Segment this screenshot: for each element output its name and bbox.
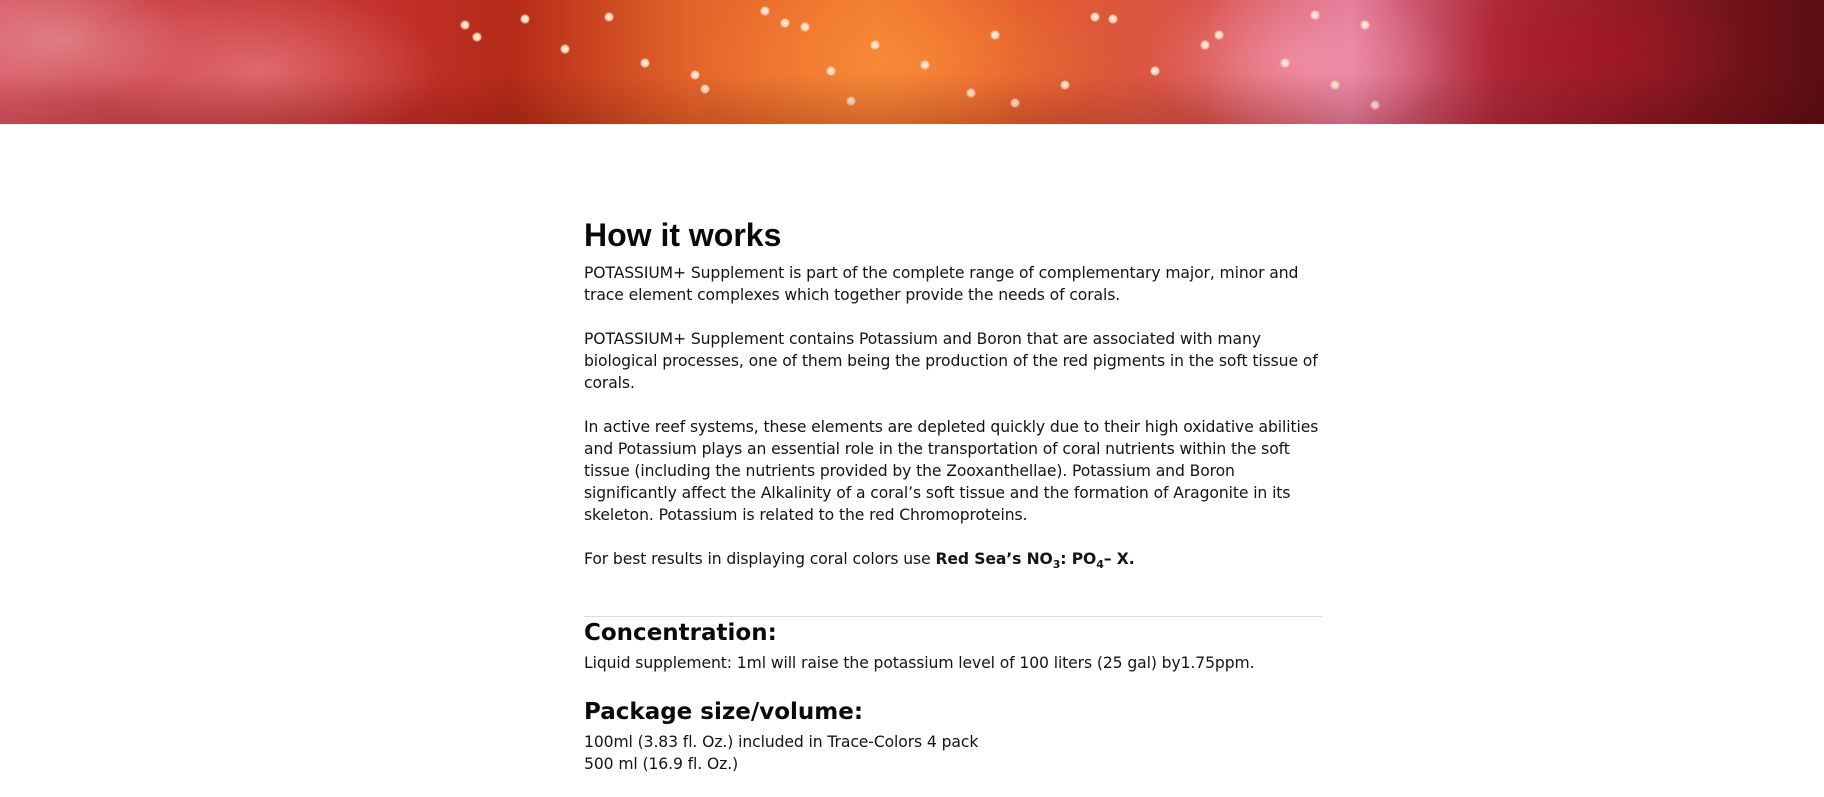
hero-banner: [0, 0, 1824, 124]
recommendation-text: For best results in displaying coral colors use: [584, 550, 936, 568]
package-line-2: 500 ml (16.9 fl. Oz.): [584, 755, 739, 773]
product-name-sub2: 4: [1096, 558, 1104, 571]
how-it-works-section: [584, 216, 1322, 592]
product-name-part2: : PO: [1060, 550, 1097, 568]
product-name-part1: Red Sea’s NO: [935, 550, 1053, 568]
section-title: How it works: [584, 217, 782, 253]
package-line-1: 100ml (3.83 fl. Oz.) included in Trace-Colors 4 pack: [584, 733, 979, 751]
composition-paragraph: POTASSIUM+ Supplement contains Potassium and Boron that are associated with many biological processes, one of them being the production of the red pigments in the soft tissue of corals.: [584, 330, 1318, 392]
concentration-block: [584, 617, 1322, 674]
intro-paragraph: POTASSIUM+ Supplement is part of the complete range of complementary major, minor and trace element complexes which together provide the needs of corals.: [584, 264, 1299, 304]
product-name-part3: – X.: [1103, 550, 1135, 568]
package-heading: Package size/volume:: [584, 699, 864, 725]
concentration-text: Liquid supplement: 1ml will raise the potassium level of 100 liters (25 gal) by1.75ppm.: [584, 654, 1255, 672]
product-name-sub1: 3: [1052, 558, 1061, 571]
concentration-heading: Concentration:: [584, 620, 777, 646]
recommendation-paragraph: [584, 548, 1322, 570]
hero-shade: [0, 0, 1824, 124]
package-block: [584, 696, 1322, 775]
function-paragraph: In active reef systems, these elements are depleted quickly due to their high oxidative abilities and Potassium plays an essential role in the transportation of coral nutrients within the soft tissue (including the nutrients provided by the Zooxanthellae). Potassium and Boron significantly affect the Alkalinity of a coral’s soft tissue and the formation of Aragonite in its skeleton. Potassium is related to the red Chromoproteins.: [584, 418, 1319, 524]
specifications-section: [584, 617, 1322, 797]
product-name: [935, 550, 1135, 571]
